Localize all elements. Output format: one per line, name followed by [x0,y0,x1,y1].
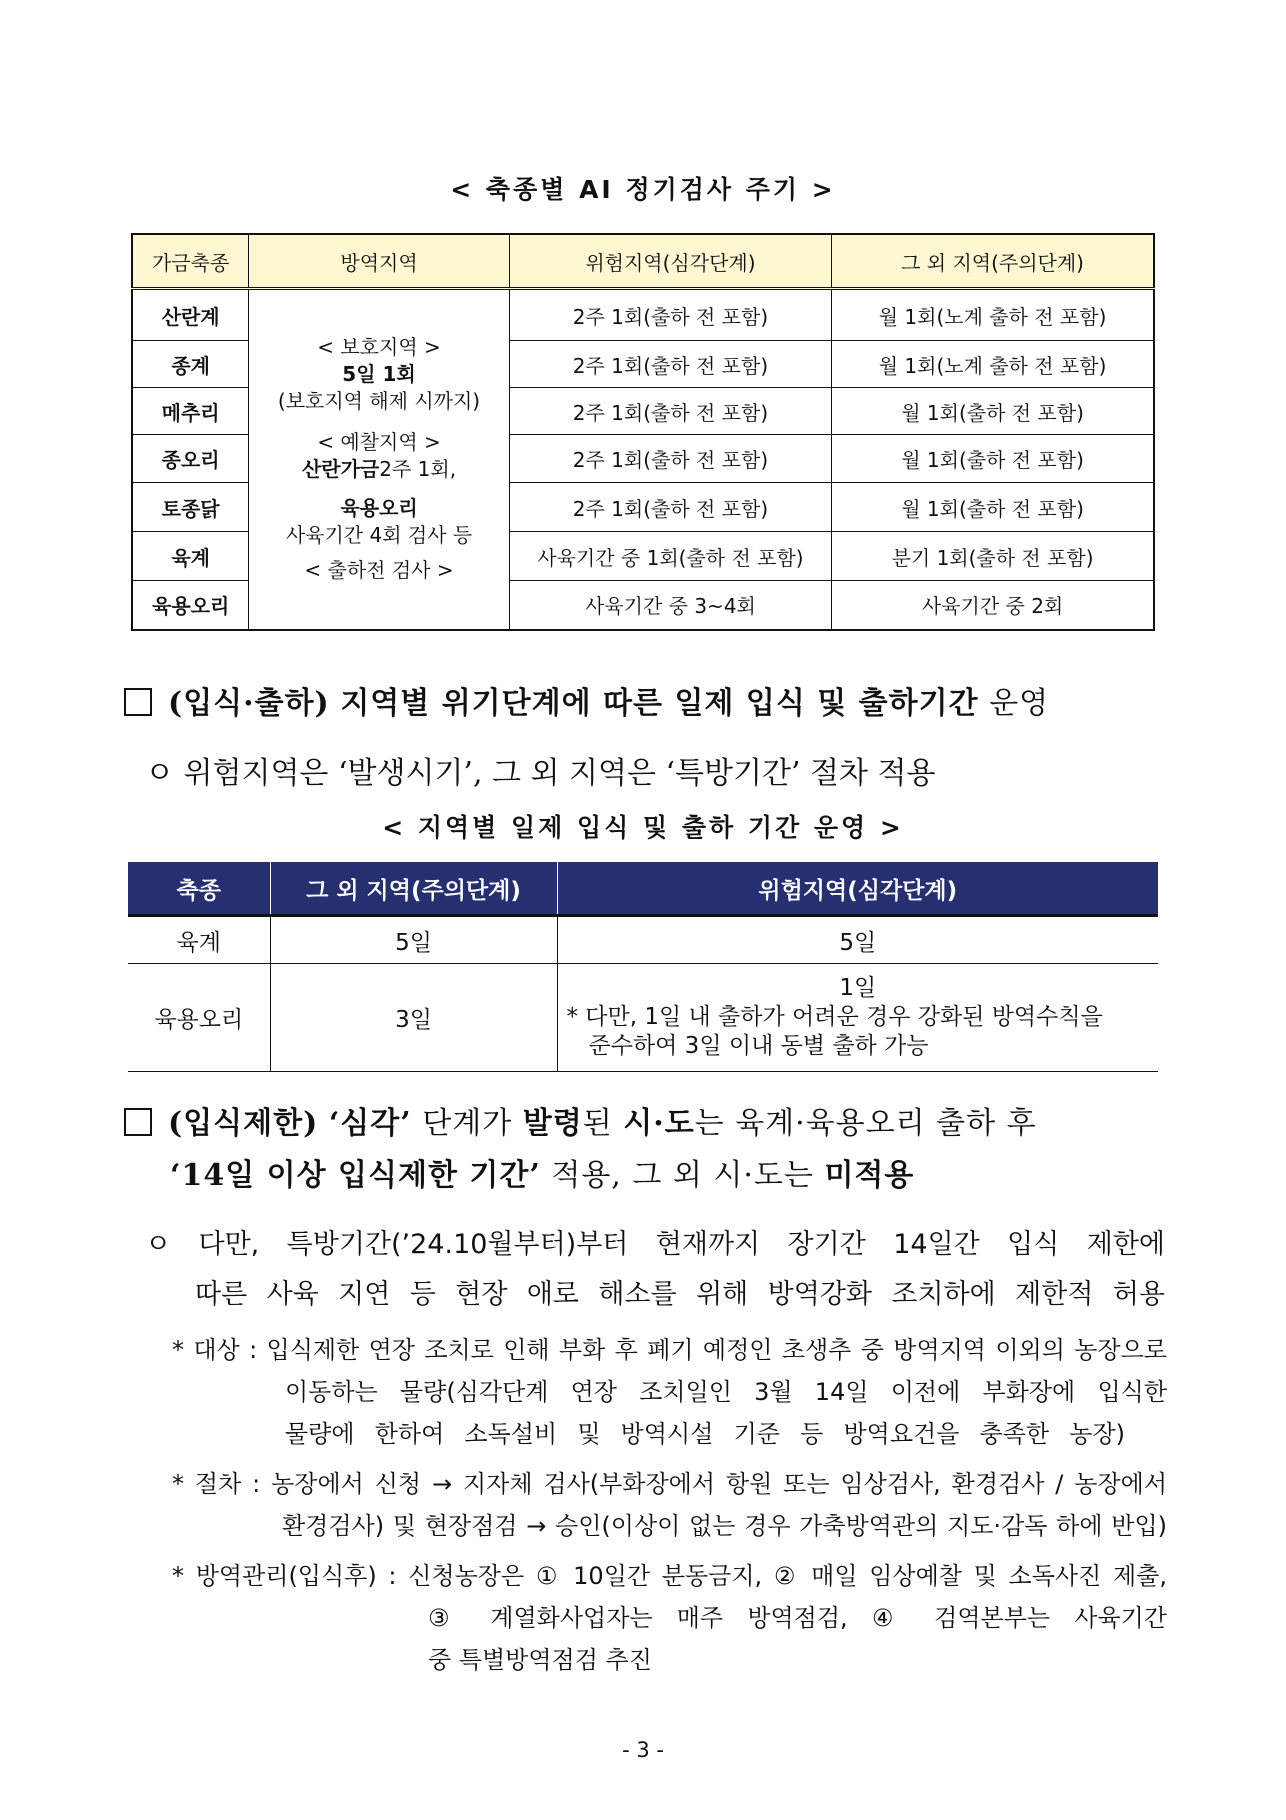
quarantine-line: 5일 1회 [342,362,416,387]
section1-subpoint: ㅇ 위험지역은 ‘발생시기’, 그 외 지역은 ‘특방기간’ 절차 적용 [145,756,936,791]
danger-cell: 2주 1회(출하 전 포함) [509,289,831,341]
header-quarantine: 방역지역 [249,234,509,289]
section2-heading-line2: ‘14일 이상 입식제한 기간’ 적용, 그 외 시·도는 미적용 [170,1158,915,1193]
quarantine-line: < 예찰지역 > [317,430,441,455]
table1-caption: < 축종별 AI 정기검사 주기 > [450,175,836,204]
species-cell: 육계 [132,532,249,581]
other-cell: 3일 [270,964,557,1072]
danger-cell: 2주 1회(출하 전 포함) [509,435,831,483]
inspection-cycle-table [131,233,1155,631]
section1-heading: (입식·출하) 지역별 위기단계에 따른 일제 입식 및 출하기간 운영 [124,678,1164,722]
page-number: - 3 - [622,1738,664,1762]
danger-note: * 다만, 1일 내 출하가 어려운 경우 강화된 방역수칙을 [566,1004,1103,1030]
table-header-row [128,862,1158,916]
species-cell: 종계 [132,341,249,388]
species-cell: 산란계 [132,289,249,341]
quarantine-line: (보호지역 해제 시까지) [277,389,481,414]
species-cell: 육용오리 [132,581,249,630]
other-cell: 월 1회(출하 전 포함) [832,435,1154,483]
quarantine-line: 육용오리 [340,496,418,521]
species-cell: 육계 [128,916,270,964]
checkbox-square-icon [124,1108,152,1136]
note-management-line1: * 방역관리(입식후) : 신청농장은 ① 10일간 분동금지, ② 매일 임상예찰 및 소독사진 제출, [172,1562,1167,1590]
note-procedure-line2: 환경검사) 및 현장점검 → 승인(이상이 없는 경우 가축방역관의 지도·감독 하에 반입) [282,1512,1167,1540]
danger-cell [557,964,1158,1072]
danger-cell: 2주 1회(출하 전 포함) [509,341,831,388]
quarantine-line: < 보호지역 > [317,335,441,360]
table-header-row [132,234,1154,289]
danger-cell: 사육기간 중 3~4회 [509,581,831,630]
danger-cell: 2주 1회(출하 전 포함) [509,388,831,435]
danger-cell: 사육기간 중 1회(출하 전 포함) [509,532,831,581]
other-cell: 월 1회(출하 전 포함) [832,483,1154,532]
table-row [128,916,1158,964]
species-cell: 종오리 [132,435,249,483]
note-target-line2: 이동하는 물량(심각단계 연장 조치일인 3월 14일 이전에 부화장에 입식한 [285,1378,1167,1406]
note-target-line3: 물량에 한하여 소독설비 및 방역시설 기준 등 방역요건을 충족한 농장) [285,1420,1125,1448]
other-cell: 분기 1회(출하 전 포함) [832,532,1154,581]
batch-period-table [128,862,1158,1072]
quarantine-line: 산란가금2주 1회, [301,457,457,482]
checkbox-square-icon [124,688,152,716]
note-target-line1: * 대상 : 입식제한 연장 조치로 인해 부화 후 폐기 예정인 초생추 중 방역지역 이외의 농장으로 [172,1336,1167,1364]
note-procedure-line1: * 절차 : 농장에서 신청 → 지자체 검사(부화장에서 항원 또는 임상검사, 환경검사 / 농장에서 [172,1470,1167,1498]
note-management-line3: 중 특별방역점검 추진 [428,1646,652,1674]
danger-cell: 5일 [557,916,1158,964]
section2-bullet-line1: ㅇ 다만, 특방기간(’24.10월부터)부터 현재까지 장기간 14일간 입식 제한에 [145,1229,1165,1260]
quarantine-line: 사육기간 4회 검사 등 [285,523,473,548]
species-cell: 육용오리 [128,964,270,1072]
other-cell: 사육기간 중 2회 [832,581,1154,630]
table-row [132,289,1154,341]
danger-cell: 2주 1회(출하 전 포함) [509,483,831,532]
note-management-line2: ③ 계열화사업자는 매주 방역점검, ④ 검역본부는 사육기간 [428,1604,1167,1632]
section2-bullet-line2: 따른 사육 지연 등 현장 애로 해소를 위해 방역강화 조치하에 제한적 허용 [195,1279,1165,1310]
quarantine-cell [249,289,509,630]
other-cell: 월 1회(노계 출하 전 포함) [832,289,1154,341]
danger-value: 1일 [839,975,877,1001]
other-cell: 월 1회(출하 전 포함) [832,388,1154,435]
table2-caption: < 지역별 일제 입식 및 출하 기간 운영 > [382,813,904,842]
section2-heading: (입식제한) ‘심각’ 단계가 발령된 시·도는 육계·육용오리 출하 후 [124,1098,1164,1142]
species-cell: 메추리 [132,388,249,435]
quarantine-line: < 출하전 검사 > [304,558,454,583]
other-cell: 월 1회(노계 출하 전 포함) [832,341,1154,388]
header-other: 그 외 지역(주의단계) [832,234,1154,289]
header-danger: 위험지역(심각단계) [509,234,831,289]
other-cell: 5일 [270,916,557,964]
species-cell: 토종닭 [132,483,249,532]
header-species: 가금축종 [132,234,249,289]
danger-note: 준수하여 3일 이내 동별 출하 가능 [588,1033,929,1059]
header-species: 축종 [128,862,270,916]
table-row [128,964,1158,1072]
header-danger: 위험지역(심각단계) [557,862,1158,916]
header-other: 그 외 지역(주의단계) [270,862,557,916]
